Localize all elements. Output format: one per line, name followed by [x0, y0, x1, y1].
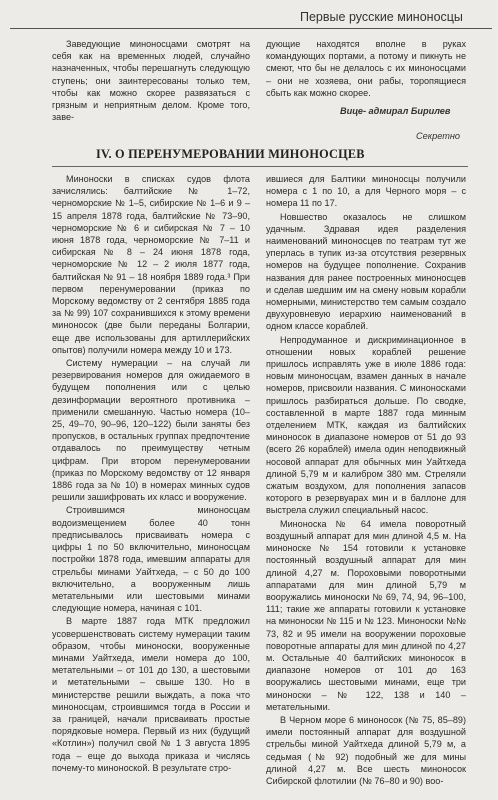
paragraph: Миноноска № 64 имела поворотный воздушный аппарат для мин длиной 4,5 м. На миноноске № 154 готовили к установке постоянный воздушный аппарат для мин длиной 4,27 м. Пороховыми поворотными аппаратами для мин длиной 5,79 м вооружались миноноски № 69, 74, 94, 96–100, 111; такие же аппараты готовили к установке на миноноски № 115 и № 123. Миноноски №№ 73, 82 и 95 имели на вооружении пороховые поворотные аппараты для мин длиной по 4,27 м. Остальные 40 балтийских миноносок в диапазоне номеров от 101 до 163 вооружались шестовыми минами, еще три миноноски – № 122, 138 и 140 – метательными. [266, 518, 466, 712]
paragraph: Новшество оказалось не слишком удачным. Здравая идея разделения наименований миноносцев по театрам тут же уперлась в тупик из-за отсутствия резервных номеров на будущее пополнение. Сохранив названия для ранее построенных миноносцев и сделав шедшим им на смену новым корабли номерными, министерство тем самым создало двухуровневую иерархию наименований в одном классе кораблей. [266, 211, 466, 332]
paragraph: Миноноски в списках судов флота зачислялись: балтийские № 1–72, черноморские № 1–5, сибирские № 1–6 и 9 – 15 апреля 1878 года, балтийские № 73–90, черноморские № 6 и сибирская № 7 – 10 июня 1878 года, черноморские № 7–11 и сибирская № 8 – 24 июня 1878 года, черноморские № 12 – 2 июля 1877 года, балтийская № 91 – 18 ноября 1889 года.³ При первом перенумеровании (приказ по Морскому ведомству от 2 сентября 1885 года за № 99) 107 сохранившихся к этому времени миноносок (две были переданы Болгарии, еще две использованы для артиллерийских опытов) получили номера между 10 и 173. [52, 174, 250, 355]
signature: Вице- адмирал Бирилев [340, 106, 451, 116]
section-heading: IV. О ПЕРЕНУМЕРОВАНИИ МИНОНОСЦЕВ [96, 147, 365, 161]
main-left-column [52, 173, 250, 775]
paragraph: В марте 1887 года МТК предложил усовершенствовать систему нумерации таким образом, чтобы миноноски, вооруженные минами Уайтхеда, имели номера до 100, метательными – от 101 до 130, а шестовыми и метательными – свыше 130. Но в министерстве решили выждать, а пока что миноносцам, строившимся тогда в России и за границей, начали присваивать простые порядковые номера. Первый из них (будущий «Котлин») получил свой № 1 З августа 1895 года – еще до выхода приказа и числясь почему-то миноноской. В результате стро- [52, 616, 250, 773]
paragraph: Строившимся миноносцам водоизмещением более 40 тонн предписывалось присваивать номера с цифры 1 по 50 включительно, миноносцам постройки 1878 года, имевшим аппараты для стрельбы минами Уайтхеда, – с 50 до 100 включительно, а вооруженным лишь метательными или шестовыми минами следующие номера, начиная с 101. [52, 505, 250, 614]
paragraph: ившиеся для Балтики миноносцы получили номера с 1 по 10, а для Черного моря – с номера 11 по 17. [266, 174, 466, 209]
header-divider [10, 28, 492, 29]
running-header: Первые русские миноносцы [300, 10, 463, 24]
main-right-column [266, 173, 466, 788]
paragraph: Заведующие миноносцами смотрят на себя как на временных людей, случайно назначенных, чтобы перешагнуть следующую ступень; они заинтересованы только тем, чтобы как можно скорее развязаться с грязным и неприятным делом. Кроме того, заве- [52, 39, 250, 123]
top-left-column [52, 38, 250, 124]
top-right-column [266, 38, 466, 100]
heading-divider [52, 166, 468, 167]
paragraph: дующие находятся вполне в руках командующих портами, а потому и пикнуть не смеют, что бы не делалось с их миноносцами – они не хозяева, они рабы, торопящиеся сбыть как можно скорее. [266, 39, 466, 98]
paragraph: В Черном море 6 миноносок (№ 75, 85–89) имели постоянный аппарат для воздушной стрельбы миной Уайтхеда длиной 5,79 м, а седьмая (№ 92) подобный же для мины длиной 4,27 м. Все шесть миноносок Сибирской флотилии (№ 76–80 и 90) воо- [266, 714, 466, 786]
paragraph: Систему нумерации – на случай ли резервирования номеров для ожидаемого в будущем пополнения или с целью дезинформации вероятного противника – применили смешанную. Частью номера (10–25, 49–70, 90–96, 120–122) были заняты без пропусков, в остальных группах предпочтение отдавалось по преимуществу четным цифрам. При втором перенумеровании (приказ по Морскому ведомству от 12 января 1886 года за № 10) в номерах минных судов решили зашифровать их класс и вооружение. [52, 358, 250, 503]
secret-note: Секретно [416, 131, 461, 141]
paragraph: Непродуманное и дискриминационное в отношении новых кораблей решение пришлось исправлять уже в июле 1886 года: новым миноносцам, взамен данных в начале номеров, присвоили названия. С миноносками пришлось разбираться дольше. По сводке, составленной в марте 1887 года минным отделением МТК, каждая из балтийских миноносок в диапазоне номеров от 51 до 93 (всего 26 кораблей) имела один неподвижный носовой аппарат для обычных мин Уайтхеда длиной 5,79 м и калибром 380 мм. Стреляли сжатым воздухом, для пополнения запасов которого в резервуарах мин и в баллоне для выстрела служил специальный насос. [266, 334, 466, 516]
